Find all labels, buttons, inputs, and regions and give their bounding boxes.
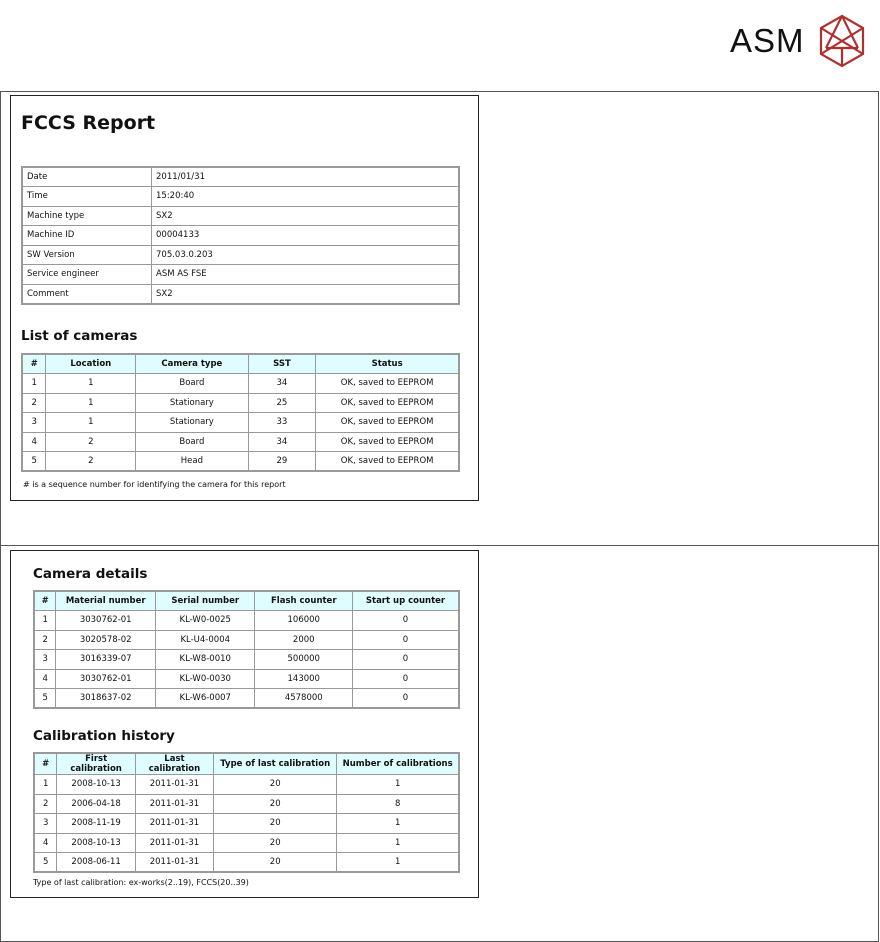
table-row (22, 284, 459, 304)
column-header: # (22, 354, 46, 374)
column-header: # (34, 753, 57, 775)
table-row (34, 794, 459, 814)
column-header: SST (248, 354, 316, 374)
table-cell: 0 (353, 650, 459, 670)
table-cell: KL-W0-0030 (155, 669, 255, 689)
table-row (22, 206, 459, 226)
table-cell: 2006-04-18 (57, 794, 135, 814)
table-row (34, 611, 459, 631)
table-cell: 5 (34, 853, 57, 873)
table-cell: 4 (22, 432, 46, 452)
table-cell: KL-U4-0004 (155, 630, 255, 650)
column-header: Number of calibrations (337, 753, 459, 775)
column-header: First calibration (57, 753, 135, 775)
asm-logo-icon (819, 14, 865, 68)
column-header: # (34, 591, 56, 611)
table-cell: SX2 (152, 284, 460, 304)
calibration-title: Calibration history (33, 728, 175, 744)
table-cell: 2011-01-31 (135, 833, 213, 853)
column-header: Material number (56, 591, 156, 611)
cameras-title: List of cameras (21, 328, 138, 344)
table-cell: 2011-01-31 (135, 853, 213, 873)
table-header-row (22, 354, 459, 374)
table-cell: 2011-01-31 (135, 794, 213, 814)
table-row (34, 833, 459, 853)
table-cell: 2008-11-19 (57, 814, 135, 834)
calibration-table (33, 752, 460, 873)
table-row (22, 187, 459, 207)
table-cell: 00004133 (152, 226, 460, 246)
table-cell: 2011/01/31 (152, 167, 460, 187)
table-cell: 2 (46, 452, 136, 472)
table-cell: 3030762-01 (56, 669, 156, 689)
table-cell: 2000 (255, 630, 353, 650)
table-cell: 0 (353, 669, 459, 689)
column-header: Serial number (155, 591, 255, 611)
details-panel (10, 550, 479, 898)
table-row (34, 853, 459, 873)
table-cell: 3030762-01 (56, 611, 156, 631)
table-cell: 0 (353, 689, 459, 709)
table-cell: 2008-10-13 (57, 833, 135, 853)
table-cell: OK, saved to EEPROM (316, 393, 459, 413)
table-row (22, 265, 459, 285)
table-cell: 5 (34, 689, 56, 709)
table-cell: Time (22, 187, 152, 207)
column-header: Location (46, 354, 136, 374)
table-cell: 1 (337, 814, 459, 834)
table-cell: OK, saved to EEPROM (316, 374, 459, 394)
table-row (22, 432, 459, 452)
table-cell: 0 (353, 630, 459, 650)
table-cell: Board (136, 374, 249, 394)
table-cell: ASM AS FSE (152, 265, 460, 285)
table-row (22, 245, 459, 265)
table-cell: KL-W6-0007 (155, 689, 255, 709)
column-header: Camera type (136, 354, 249, 374)
table-cell: 2 (34, 794, 57, 814)
table-cell: 2 (22, 393, 46, 413)
table-row (22, 167, 459, 187)
table-cell: 1 (22, 374, 46, 394)
table-cell: SW Version (22, 245, 152, 265)
table-row (34, 669, 459, 689)
table-cell: 143000 (255, 669, 353, 689)
page-title: FCCS Report (21, 112, 156, 134)
table-cell: Service engineer (22, 265, 152, 285)
table-cell: 8 (337, 794, 459, 814)
table-cell: Head (136, 452, 249, 472)
column-header: Start up counter (353, 591, 459, 611)
table-cell: 2011-01-31 (135, 814, 213, 834)
table-cell: 1 (46, 413, 136, 433)
table-cell: 3016339-07 (56, 650, 156, 670)
column-header: Last calibration (135, 753, 213, 775)
table-cell: 0 (353, 611, 459, 631)
table-row (22, 413, 459, 433)
table-row (34, 775, 459, 795)
table-cell: 5 (22, 452, 46, 472)
table-cell: 1 (337, 833, 459, 853)
report-panel (10, 95, 479, 501)
table-cell: 3 (34, 814, 57, 834)
table-cell: KL-W8-0010 (155, 650, 255, 670)
table-row (34, 814, 459, 834)
table-cell: 4 (34, 669, 56, 689)
table-cell: 3020578-02 (56, 630, 156, 650)
table-cell: 34 (248, 374, 316, 394)
table-row (22, 374, 459, 394)
table-cell: OK, saved to EEPROM (316, 413, 459, 433)
cameras-note: # is a sequence number for identifying the camera for this report (23, 480, 286, 489)
column-header: Type of last calibration (214, 753, 337, 775)
table-cell: Machine ID (22, 226, 152, 246)
table-row (34, 650, 459, 670)
column-header: Flash counter (255, 591, 353, 611)
table-row (22, 226, 459, 246)
table-cell: 1 (46, 393, 136, 413)
table-cell: 3018637-02 (56, 689, 156, 709)
table-cell: 2 (34, 630, 56, 650)
table-cell: 1 (337, 853, 459, 873)
logo-text: ASM (730, 22, 805, 59)
table-cell: 1 (34, 611, 56, 631)
table-cell: 2 (46, 432, 136, 452)
table-row (34, 630, 459, 650)
table-cell: 500000 (255, 650, 353, 670)
table-cell: 2011-01-31 (135, 775, 213, 795)
table-cell: OK, saved to EEPROM (316, 432, 459, 452)
table-cell: 15:20:40 (152, 187, 460, 207)
table-cell: 20 (214, 794, 337, 814)
table-cell: Board (136, 432, 249, 452)
table-cell: 3 (34, 650, 56, 670)
table-header-row (34, 753, 459, 775)
table-cell: SX2 (152, 206, 460, 226)
table-cell: 705.03.0.203 (152, 245, 460, 265)
table-row (22, 393, 459, 413)
table-cell: 106000 (255, 611, 353, 631)
table-cell: Stationary (136, 413, 249, 433)
table-cell: KL-W0-0025 (155, 611, 255, 631)
info-table (21, 166, 460, 305)
table-cell: 1 (337, 775, 459, 795)
table-cell: 3 (22, 413, 46, 433)
table-cell: Comment (22, 284, 152, 304)
table-cell: 20 (214, 833, 337, 853)
table-cell: 4578000 (255, 689, 353, 709)
calibration-note: Type of last calibration: ex-works(2..19), FCCS(20..39) (33, 878, 249, 887)
table-cell: Stationary (136, 393, 249, 413)
table-cell: 29 (248, 452, 316, 472)
asm-logo (730, 14, 865, 68)
table-cell: 20 (214, 853, 337, 873)
table-cell: 33 (248, 413, 316, 433)
details-title: Camera details (33, 566, 148, 582)
table-header-row (34, 591, 459, 611)
table-cell: 34 (248, 432, 316, 452)
table-cell: Date (22, 167, 152, 187)
table-cell: 20 (214, 775, 337, 795)
table-row (22, 452, 459, 472)
table-cell: 1 (34, 775, 57, 795)
divider (0, 545, 879, 546)
table-cell: OK, saved to EEPROM (316, 452, 459, 472)
cameras-table (21, 353, 460, 472)
table-cell: Machine type (22, 206, 152, 226)
column-header: Status (316, 354, 459, 374)
table-cell: 20 (214, 814, 337, 834)
table-cell: 2008-06-11 (57, 853, 135, 873)
table-cell: 25 (248, 393, 316, 413)
table-cell: 2008-10-13 (57, 775, 135, 795)
table-cell: 4 (34, 833, 57, 853)
table-cell: 1 (46, 374, 136, 394)
details-table (33, 590, 460, 709)
table-row (34, 689, 459, 709)
